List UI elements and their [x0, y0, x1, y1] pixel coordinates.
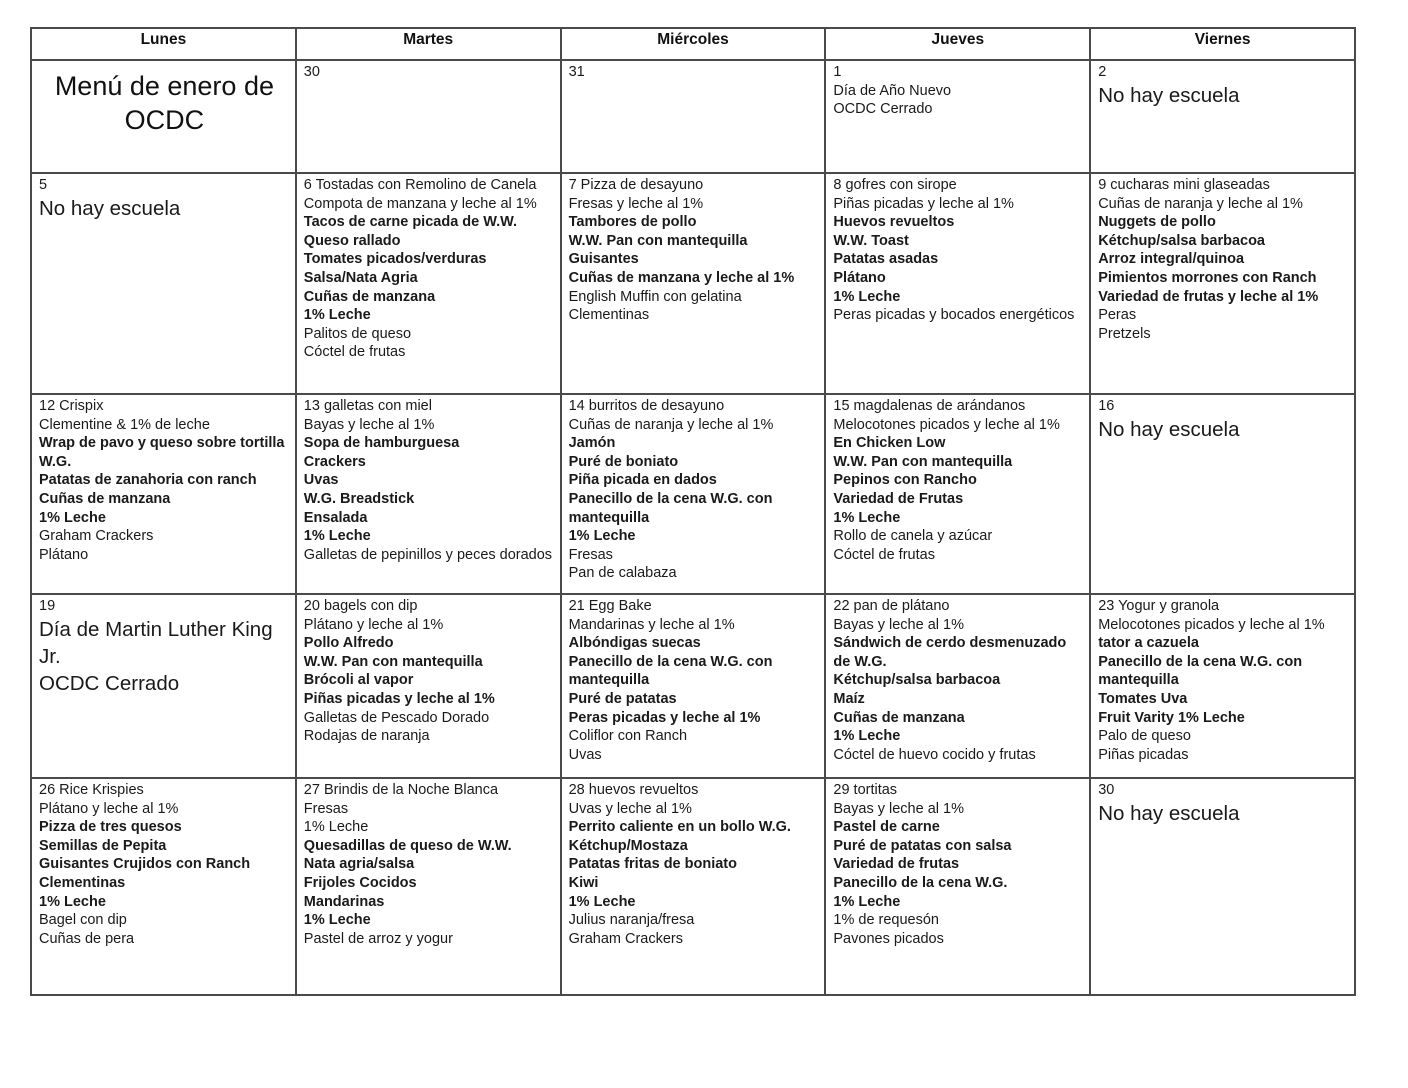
menu-line: Uvas [568, 746, 602, 763]
menu-line: 8 gofres con sirope [833, 177, 957, 193]
menu-line: Pizza de tres quesos [39, 819, 182, 836]
menu-line: Tacos de carne picada de W.W. [303, 214, 518, 231]
menu-line: Plátano y leche al 1% [303, 616, 444, 633]
menu-line: Cóctel de huevo cocido y frutas [833, 746, 1036, 763]
menu-line: OCDC Cerrado [39, 671, 180, 695]
column-header-miercoles: Miércoles [561, 28, 826, 60]
menu-line: Clementinas [39, 874, 126, 891]
menu-cell [825, 60, 1090, 173]
menu-line: 13 galletas con miel [303, 398, 432, 414]
menu-line: Bagel con dip [39, 912, 127, 929]
menu-line: Uvas [303, 472, 339, 489]
menu-line: Compota de manzana y leche al 1% [303, 195, 537, 212]
menu-line: 7 Pizza de desayuno [568, 177, 704, 193]
menu-line: Tambores de pollo [568, 214, 697, 231]
menu-line: Jamón [568, 435, 616, 452]
menu-line: 21 Egg Bake [568, 598, 652, 614]
menu-line: W.W. Pan con mantequilla [833, 453, 1013, 470]
menu-line: Fruit Varity 1% Leche [1098, 709, 1245, 726]
menu-line: Cóctel de frutas [833, 546, 935, 563]
menu-cell [296, 60, 561, 173]
column-header-lunes: Lunes [31, 28, 296, 60]
week-row-2 [31, 173, 1355, 394]
menu-line: Peras picadas y bocados energéticos [833, 307, 1075, 324]
menu-line: 1 [833, 64, 842, 80]
menu-line: Fresas y leche al 1% [568, 195, 704, 212]
menu-line: Salsa/Nata Agria [303, 269, 418, 286]
menu-line: Día de Martin Luther King Jr. [39, 617, 273, 668]
menu-line: Quesadillas de queso de W.W. [303, 837, 512, 854]
menu-line: Panecillo de la cena W.G. con mantequilla [568, 653, 773, 689]
menu-cell [561, 394, 826, 594]
menu-line: No hay escuela [1098, 83, 1240, 107]
menu-line: Graham Crackers [568, 930, 684, 947]
menu-line: Puré de patatas con salsa [833, 837, 1012, 854]
menu-cell [31, 60, 296, 173]
menu-line: Guisantes [568, 251, 639, 268]
column-header-jueves: Jueves [825, 28, 1090, 60]
menu-cell [825, 173, 1090, 394]
menu-line: No hay escuela [1098, 417, 1240, 441]
menu-line: Clementinas [568, 307, 650, 324]
menu-line: 29 tortitas [833, 782, 898, 798]
menu-line: Frijoles Cocidos [303, 874, 417, 891]
menu-line: En Chicken Low [833, 435, 946, 452]
menu-line: Melocotones picados y leche al 1% [1098, 616, 1325, 633]
menu-line: Palitos de queso [303, 325, 412, 342]
menu-line: Día de Año Nuevo [833, 82, 952, 99]
menu-line: Piñas picadas [1098, 746, 1189, 763]
menu-line: Peras picadas y leche al 1% [568, 709, 761, 726]
menu-line: OCDC Cerrado [833, 101, 933, 118]
menu-line: Tomates picados/verduras [303, 251, 487, 268]
week-row-4 [31, 594, 1355, 778]
menu-cell [31, 394, 296, 594]
menu-line: Graham Crackers [39, 528, 154, 545]
menu-line: Brócoli al vapor [303, 672, 414, 689]
week-row-5 [31, 778, 1355, 995]
menu-line: English Muffin con gelatina [568, 288, 742, 305]
menu-line: W.G. Breadstick [303, 490, 415, 507]
menu-line: Rodajas de naranja [303, 728, 430, 745]
menu-cell [296, 778, 561, 995]
menu-line: Crackers [303, 453, 366, 470]
menu-line: Nata agria/salsa [303, 856, 415, 873]
menu-line: Peras [1098, 307, 1137, 324]
menu-line: 26 Rice Krispies [39, 782, 144, 798]
menu-line: 1% Leche [303, 819, 369, 836]
menu-line: No hay escuela [39, 196, 181, 220]
menu-line: 1% Leche [568, 528, 636, 545]
menu-line: 1% Leche [833, 288, 901, 305]
menu-line: Cuñas de pera [39, 930, 135, 947]
menu-line: Cuñas de naranja y leche al 1% [1098, 195, 1303, 212]
menu-line: 15 magdalenas de arándanos [833, 398, 1026, 414]
menu-line: Galletas de Pescado Dorado [303, 709, 490, 726]
menu-line: No hay escuela [1098, 801, 1240, 825]
menu-line: Maíz [833, 690, 865, 707]
menu-title: Menú de enero de OCDC [54, 71, 274, 135]
menu-cell [825, 594, 1090, 778]
menu-line: Cóctel de frutas [303, 344, 406, 361]
menu-line: 1% Leche [303, 307, 371, 324]
menu-cell [296, 394, 561, 594]
menu-cell [31, 594, 296, 778]
menu-line: Plátano y leche al 1% [39, 800, 179, 817]
header-row [31, 28, 1355, 60]
column-header-martes: Martes [296, 28, 561, 60]
menu-line: W.W. Pan con mantequilla [568, 232, 748, 249]
menu-line: Bayas y leche al 1% [303, 416, 435, 433]
menu-line: Panecillo de la cena W.G. con mantequilla [1098, 653, 1303, 689]
week-row-3 [31, 394, 1355, 594]
menu-line: Cuñas de manzana y leche al 1% [568, 269, 795, 286]
menu-line: Cuñas de manzana [39, 490, 171, 507]
menu-line: Cuñas de naranja y leche al 1% [568, 416, 774, 433]
menu-cell [1090, 778, 1355, 995]
menu-line: W.W. Pan con mantequilla [303, 653, 483, 670]
menu-line: Mandarinas y leche al 1% [568, 616, 735, 633]
menu-line: Panecillo de la cena W.G. con mantequilla [568, 490, 773, 526]
menu-line: Bayas y leche al 1% [833, 800, 964, 817]
menu-cell [296, 594, 561, 778]
menu-line: 1% Leche [303, 912, 371, 929]
menu-cell [561, 778, 826, 995]
menu-cell [296, 173, 561, 394]
menu-line: Puré de patatas [568, 690, 677, 707]
menu-line: 27 Brindis de la Noche Blanca [303, 782, 499, 798]
column-header-viernes: Viernes [1090, 28, 1355, 60]
menu-line: Pretzels [1098, 325, 1151, 342]
menu-line: Palo de queso [1098, 728, 1191, 745]
menu-line: Guisantes Crujidos con Ranch [39, 856, 251, 873]
menu-line: Huevos revueltos [833, 214, 955, 231]
menu-line: Clementine & 1% de leche [39, 416, 210, 433]
menu-line: 14 burritos de desayuno [568, 398, 725, 414]
menu-line: Variedad de frutas y leche al 1% [1098, 288, 1319, 305]
menu-line: 1% Leche [833, 893, 901, 910]
menu-line: Piña picada en dados [568, 472, 717, 489]
menu-line: 30 [1098, 782, 1115, 798]
menu-line: 5 [39, 177, 48, 193]
menu-line: Kétchup/Mostaza [568, 837, 688, 854]
menu-line: 16 [1098, 398, 1115, 414]
menu-line: W.W. Toast [833, 232, 909, 249]
menu-line: 12 Crispix [39, 398, 104, 414]
menu-line: Wrap de pavo y queso sobre tortilla W.G. [39, 435, 285, 470]
menu-line: Pavones picados [833, 930, 944, 947]
menu-line: Queso rallado [303, 232, 401, 249]
menu-line: Pepinos con Rancho [833, 472, 977, 489]
menu-line: Arroz integral/quinoa [1098, 251, 1245, 268]
menu-line: Kétchup/salsa barbacoa [1098, 232, 1266, 249]
menu-line: Sándwich de cerdo desmenuzado de W.G. [833, 635, 1067, 670]
menu-table [30, 27, 1356, 996]
menu-line: Kétchup/salsa barbacoa [833, 672, 1001, 689]
menu-line: 1% Leche [568, 893, 636, 910]
menu-line: 1% Leche [833, 728, 901, 745]
menu-line: Ensalada [303, 509, 368, 526]
menu-line: Albóndigas suecas [568, 635, 701, 652]
menu-line: 1% de requesón [833, 912, 939, 929]
menu-line: Variedad de frutas [833, 856, 960, 873]
menu-line: Pastel de carne [833, 819, 940, 836]
menu-line: Piñas picadas y leche al 1% [303, 690, 495, 707]
menu-line: Patatas asadas [833, 251, 939, 268]
menu-line: Plátano [39, 546, 89, 563]
menu-cell [825, 394, 1090, 594]
menu-line: 1% Leche [833, 509, 901, 526]
menu-cell [1090, 594, 1355, 778]
menu-line: 23 Yogur y granola [1098, 598, 1220, 614]
menu-line: Perrito caliente en un bollo W.G. [568, 819, 791, 836]
menu-line: Panecillo de la cena W.G. [833, 874, 1008, 891]
menu-cell [561, 173, 826, 394]
week-row-1 [31, 60, 1355, 173]
menu-line: 1% Leche [39, 893, 106, 910]
menu-line: 19 [39, 598, 56, 614]
menu-cell [1090, 60, 1355, 173]
menu-line: Nuggets de pollo [1098, 214, 1216, 231]
menu-line: Puré de boniato [568, 453, 679, 470]
menu-line: 28 huevos revueltos [568, 782, 699, 798]
menu-line: Tomates Uva [1098, 690, 1188, 707]
menu-line: 9 cucharas mini glaseadas [1098, 177, 1270, 193]
menu-cell [561, 60, 826, 173]
menu-line: Rollo de canela y azúcar [833, 528, 993, 545]
menu-line: Julius naranja/fresa [568, 912, 695, 929]
menu-line: Pastel de arroz y yogur [303, 930, 453, 947]
menu-line: tator a cazuela [1098, 635, 1199, 652]
menu-line: 6 Tostadas con Remolino de Canela [303, 177, 537, 193]
menu-line: Fresas [568, 546, 613, 563]
menu-line: Kiwi [568, 874, 599, 891]
menu-cell [1090, 173, 1355, 394]
menu-line: Galletas de pepinillos y peces dorados [303, 546, 553, 563]
menu-line: Coliflor con Ranch [568, 728, 688, 745]
menu-line: Bayas y leche al 1% [833, 616, 964, 633]
menu-line: Fresas [303, 800, 349, 817]
menu-line: Pan de calabaza [568, 565, 677, 582]
menu-cell [561, 594, 826, 778]
menu-line: 22 pan de plátano [833, 598, 950, 614]
menu-line: Plátano [833, 269, 886, 286]
menu-line: Mandarinas [303, 893, 385, 910]
menu-line: Piñas picadas y leche al 1% [833, 195, 1014, 212]
menu-line: Melocotones picados y leche al 1% [833, 416, 1060, 433]
menu-line: Patatas de zanahoria con ranch [39, 472, 257, 489]
menu-cell [31, 778, 296, 995]
menu-line: Sopa de hamburguesa [303, 435, 460, 452]
menu-line: 20 bagels con dip [303, 598, 418, 614]
menu-line: 1% Leche [39, 509, 106, 526]
menu-cell [1090, 394, 1355, 594]
menu-line: Cuñas de manzana [303, 288, 436, 305]
menu-line: 1% Leche [303, 528, 371, 545]
menu-line: Cuñas de manzana [833, 709, 965, 726]
menu-line: 31 [568, 64, 585, 80]
menu-cell [31, 173, 296, 394]
menu-line: Semillas de Pepita [39, 837, 167, 854]
menu-line: Patatas fritas de boniato [568, 856, 737, 873]
menu-line: 30 [303, 64, 320, 80]
menu-line: Pollo Alfredo [303, 635, 394, 652]
menu-line: Variedad de Frutas [833, 490, 964, 507]
menu-line: Pimientos morrones con Ranch [1098, 269, 1317, 286]
menu-line: Uvas y leche al 1% [568, 800, 692, 817]
menu-line: 2 [1098, 64, 1107, 80]
menu-cell [825, 778, 1090, 995]
